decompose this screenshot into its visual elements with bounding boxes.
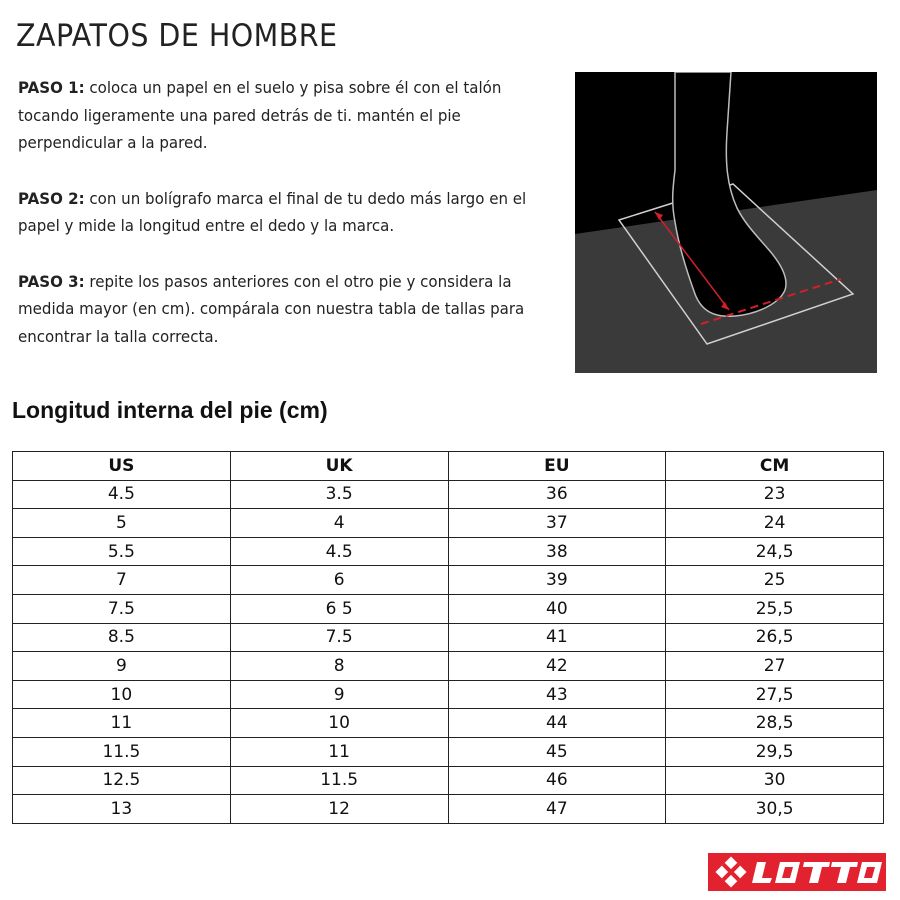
table-row bbox=[13, 509, 884, 538]
cell-uk: 4 bbox=[230, 509, 448, 538]
cell-eu: 44 bbox=[448, 709, 666, 738]
column-header-uk: UK bbox=[230, 452, 448, 481]
table-header-row bbox=[13, 452, 884, 481]
table-row bbox=[13, 594, 884, 623]
lotto-logo-icon bbox=[708, 853, 886, 891]
cell-uk: 6 bbox=[230, 566, 448, 595]
step-1 bbox=[18, 74, 544, 157]
cell-cm: 28,5 bbox=[666, 709, 884, 738]
cell-cm: 24,5 bbox=[666, 537, 884, 566]
step-2 bbox=[18, 185, 544, 240]
cell-eu: 43 bbox=[448, 680, 666, 709]
table-row bbox=[13, 737, 884, 766]
cell-uk: 8 bbox=[230, 652, 448, 681]
cell-uk: 12 bbox=[230, 795, 448, 824]
cell-uk: 6 5 bbox=[230, 594, 448, 623]
page-title: ZAPATOS DE HOMBRE bbox=[16, 18, 338, 54]
cell-us: 11.5 bbox=[13, 737, 231, 766]
table-row bbox=[13, 537, 884, 566]
cell-cm: 30 bbox=[666, 766, 884, 795]
cell-us: 13 bbox=[13, 795, 231, 824]
cell-eu: 41 bbox=[448, 623, 666, 652]
cell-us: 7.5 bbox=[13, 594, 231, 623]
cell-eu: 37 bbox=[448, 509, 666, 538]
cell-uk: 3.5 bbox=[230, 480, 448, 509]
step-3-label: PASO 3: bbox=[18, 271, 85, 291]
cell-us: 5 bbox=[13, 509, 231, 538]
step-3-text: repite los pasos anteriores con el otro pie y considera la medida mayor (en cm). compárala con nuestra tabla de tallas para encontrar la talla correcta. bbox=[18, 271, 525, 346]
cell-us: 4.5 bbox=[13, 480, 231, 509]
cell-cm: 26,5 bbox=[666, 623, 884, 652]
table-row bbox=[13, 480, 884, 509]
column-header-us: US bbox=[13, 452, 231, 481]
step-1-label: PASO 1: bbox=[18, 78, 85, 97]
cell-uk: 9 bbox=[230, 680, 448, 709]
column-header-cm: CM bbox=[666, 452, 884, 481]
cell-us: 9 bbox=[13, 652, 231, 681]
cell-uk: 10 bbox=[230, 709, 448, 738]
cell-uk: 11 bbox=[230, 737, 448, 766]
step-1-text: coloca un papel en el suelo y pisa sobre él con el talón tocando ligeramente una pared detrás de ti. mantén el pie perpendicular a la pared. bbox=[18, 78, 502, 152]
lotto-logo bbox=[708, 853, 886, 891]
cell-us: 7 bbox=[13, 566, 231, 595]
cell-eu: 36 bbox=[448, 480, 666, 509]
cell-cm: 24 bbox=[666, 509, 884, 538]
table-row bbox=[13, 623, 884, 652]
cell-eu: 38 bbox=[448, 537, 666, 566]
cell-uk: 7.5 bbox=[230, 623, 448, 652]
table-row bbox=[13, 680, 884, 709]
cell-cm: 23 bbox=[666, 480, 884, 509]
cell-cm: 30,5 bbox=[666, 795, 884, 824]
cell-us: 10 bbox=[13, 680, 231, 709]
cell-eu: 40 bbox=[448, 594, 666, 623]
instructions bbox=[18, 74, 558, 378]
table-row bbox=[13, 566, 884, 595]
cell-us: 5.5 bbox=[13, 537, 231, 566]
table-row bbox=[13, 766, 884, 795]
step-3 bbox=[18, 268, 544, 351]
cell-eu: 46 bbox=[448, 766, 666, 795]
table-row bbox=[13, 652, 884, 681]
table-row bbox=[13, 709, 884, 738]
cell-cm: 27,5 bbox=[666, 680, 884, 709]
table-row bbox=[13, 795, 884, 824]
table-title: Longitud interna del pie (cm) bbox=[12, 397, 328, 423]
cell-uk: 4.5 bbox=[230, 537, 448, 566]
foot-measurement-icon bbox=[575, 72, 877, 373]
cell-uk: 11.5 bbox=[230, 766, 448, 795]
step-2-text: con un bolígrafo marca el final de tu dedo más largo en el papel y mide la longitud entre el dedo y la marca. bbox=[18, 188, 527, 235]
cell-eu: 39 bbox=[448, 566, 666, 595]
foot-measurement-illustration bbox=[575, 72, 877, 373]
column-header-eu: EU bbox=[448, 452, 666, 481]
step-2-label: PASO 2: bbox=[18, 188, 85, 208]
cell-eu: 42 bbox=[448, 652, 666, 681]
cell-cm: 29,5 bbox=[666, 737, 884, 766]
cell-us: 8.5 bbox=[13, 623, 231, 652]
cell-us: 11 bbox=[13, 709, 231, 738]
cell-us: 12.5 bbox=[13, 766, 231, 795]
size-table bbox=[12, 451, 884, 824]
cell-cm: 25 bbox=[666, 566, 884, 595]
cell-eu: 47 bbox=[448, 795, 666, 824]
cell-cm: 27 bbox=[666, 652, 884, 681]
cell-eu: 45 bbox=[448, 737, 666, 766]
cell-cm: 25,5 bbox=[666, 594, 884, 623]
